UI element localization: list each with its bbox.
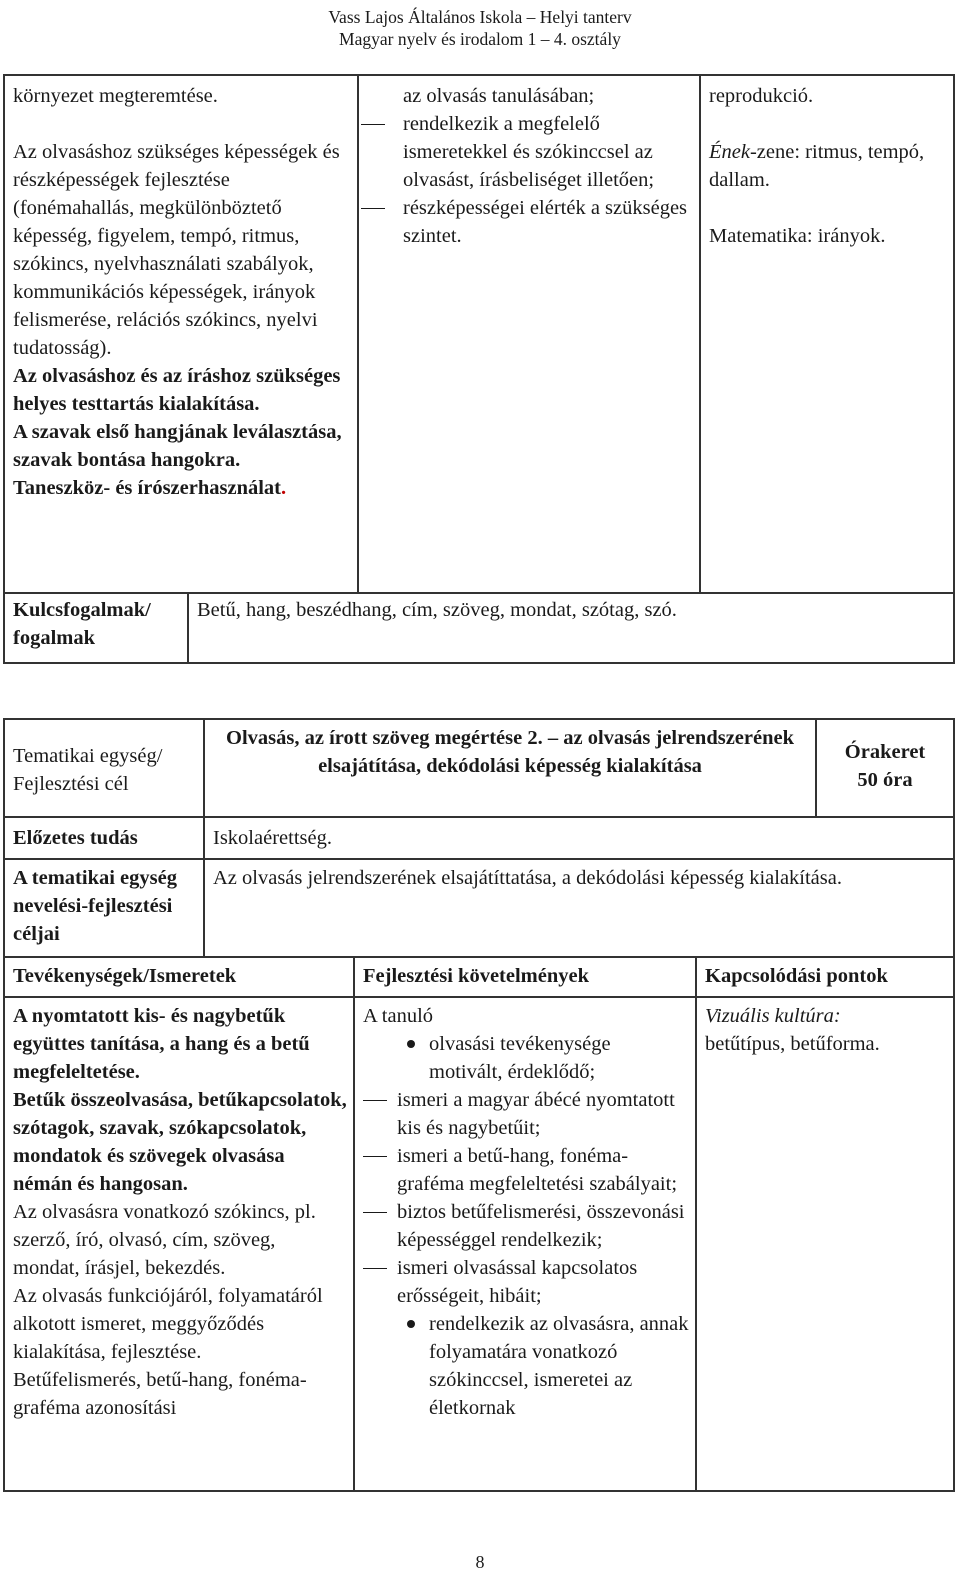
header-school: Vass Lajos Általános Iskola – Helyi tanterv	[328, 7, 632, 27]
connection-text: Ének-zene: ritmus, tempó, dallam.	[709, 141, 925, 191]
activity-bold-text: Taneszköz- és írószerhasználat.	[13, 477, 287, 499]
activity-text: Az olvasásra vonatkozó szókincs, pl. szerző, író, olvasó, cím, szöveg, mondat, írásjel, bekezdés.	[13, 1201, 316, 1279]
requirement-item: az olvasás tanulásában;	[403, 85, 595, 107]
activity-text: környezet megteremtése.	[13, 85, 218, 107]
requirements-cell	[354, 997, 696, 1491]
column-header-activities: Tevékenységek/Ismeretek	[4, 957, 354, 997]
goals-value: Az olvasás jelrendszerének elsajátíttatása, a dekódolási képesség kialakítása.	[204, 859, 954, 957]
requirement-item: ismeri a magyar ábécé nyomtatott kis és nagybetűit;	[363, 1086, 689, 1142]
unit-title: Olvasás, az írott szöveg megértése 2. – az olvasás jelrendszerének elsajátítása, dekódolási képesség kialakítása	[204, 719, 816, 817]
goals-label: A tematikai egység nevelési-fejlesztési céljai	[4, 859, 204, 957]
requirement-item: ismeri a betű-hang, fonéma-graféma megfeleltetési szabályait;	[363, 1142, 689, 1198]
curriculum-table	[3, 718, 955, 1492]
requirements-cell	[358, 75, 700, 593]
requirement-item: olvasási tevékenysége motivált, érdeklődő;	[363, 1030, 689, 1086]
requirement-item: rendelkezik a megfelelő ismeretekkel és szókinccsel az olvasást, írásbeliséget illetően;	[361, 110, 693, 194]
header-subject: Magyar nyelv és irodalom 1 – 4. osztály	[339, 29, 621, 49]
connection-subject: Vizuális kultúra:	[705, 1005, 841, 1027]
activity-bold-text: A szavak első hangjának leválasztása, szavak bontása hangokra.	[13, 421, 342, 471]
connection-text: betűtípus, betűforma.	[705, 1033, 880, 1055]
connection-text: Matematika: irányok.	[709, 225, 886, 247]
key-concepts-label: Kulcsfogalmak/ fogalmak	[4, 593, 188, 663]
curriculum-table-continued	[3, 74, 955, 664]
key-concepts-value: Betű, hang, beszédhang, cím, szöveg, mondat, szótag, szó.	[188, 593, 954, 663]
requirements-intro: A tanuló	[363, 1005, 434, 1027]
requirement-item: ismeri olvasással kapcsolatos erősségeit, hibáit;	[363, 1254, 689, 1310]
document-header	[0, 6, 960, 50]
connection-text: reprodukció.	[709, 85, 814, 107]
hours-label: Órakeret	[844, 741, 926, 763]
connections-cell	[696, 997, 954, 1491]
activities-cell	[4, 997, 354, 1491]
activity-bold-text: A nyomtatott kis- és nagybetűk együttes tanítása, a hang és a betű megfeleltetése.	[13, 1005, 310, 1083]
page-number: 8	[475, 1552, 485, 1572]
column-header-connections: Kapcsolódási pontok	[696, 957, 954, 997]
activities-cell	[4, 75, 358, 593]
activity-text: Betűfelismerés, betű-hang, fonéma-graféma azonosítási	[13, 1369, 307, 1419]
connections-cell	[700, 75, 954, 593]
hour-frame	[816, 719, 954, 817]
activity-text: Az olvasás funkciójáról, folyamatáról alkotott ismeret, meggyőződés kialakítása, fejlesztése.	[13, 1285, 323, 1363]
hours-value: 50 óra	[857, 769, 913, 791]
activity-bold-text: Az olvasáshoz és az íráshoz szükséges helyes testtartás kialakítása.	[13, 365, 341, 415]
column-header-requirements: Fejlesztési követelmények	[354, 957, 696, 997]
requirement-item: rendelkezik az olvasásra, annak folyamatára vonatkozó szókinccsel, ismeretei az életkornak	[363, 1310, 689, 1422]
requirement-item: részképességei elérték a szükséges szintet.	[361, 194, 693, 250]
unit-label: Tematikai egység/ Fejlesztési cél	[4, 719, 204, 817]
prior-knowledge-label: Előzetes tudás	[4, 817, 204, 859]
activity-text: Az olvasáshoz szükséges képességek és részképességek fejlesztése (fonémahallás, megkülönböztető képesség, figyelem, tempó, ritmus, szókincs, nyelvhasználati szabályok, kommunikációs képességek, irányok felismerése, relációs szókincs, nyelvi tudatosság).	[13, 141, 340, 359]
prior-knowledge-value: Iskolaérettség.	[204, 817, 954, 859]
requirement-item: biztos betűfelismerési, összevonási képességgel rendelkezik;	[363, 1198, 689, 1254]
activity-bold-text: Betűk összeolvasása, betűkapcsolatok, szótagok, szavak, szókapcsolatok, mondatok és szövegek olvasása némán és hangosan.	[13, 1089, 347, 1195]
